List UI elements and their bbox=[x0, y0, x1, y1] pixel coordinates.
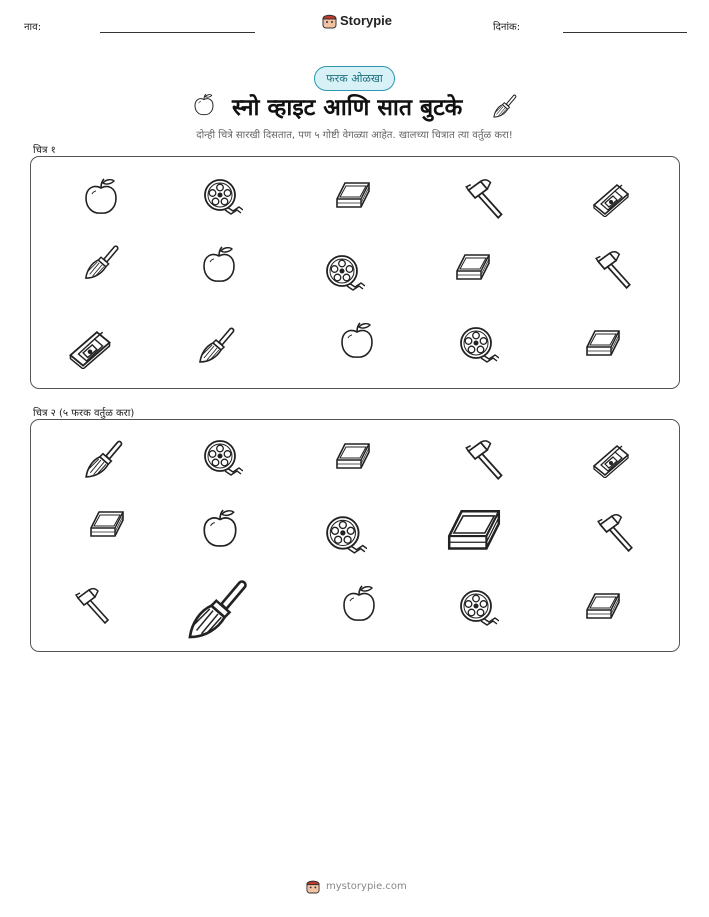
hammer-icon[interactable] bbox=[73, 586, 113, 626]
picture-1-panel bbox=[30, 156, 680, 389]
instructions: दोन्ही चित्रे सारखी दिसतात, पण ५ गोष्टी वेगळ्या आहेत. खालच्या चित्रात त्या वर्तुळ करा! bbox=[196, 130, 513, 141]
picture-2-panel bbox=[30, 419, 680, 652]
footer bbox=[306, 878, 407, 894]
brush-icon[interactable] bbox=[185, 576, 251, 642]
apple-icon[interactable] bbox=[199, 508, 241, 550]
mousetrap-icon[interactable] bbox=[591, 438, 631, 478]
date-label: दिनांक: bbox=[493, 22, 521, 33]
film-reel-icon[interactable] bbox=[325, 514, 367, 556]
film-reel-icon[interactable] bbox=[459, 588, 499, 628]
hammer-icon[interactable] bbox=[595, 512, 637, 554]
apple-icon[interactable] bbox=[339, 584, 379, 624]
apple-icon[interactable] bbox=[337, 321, 377, 361]
activity-badge: फरक ओळखा bbox=[314, 66, 395, 91]
footer-url[interactable]: mystorypie.com bbox=[326, 880, 407, 892]
brush-icon[interactable] bbox=[83, 243, 121, 281]
brand-name: Storypie bbox=[340, 13, 393, 28]
title-row bbox=[0, 90, 709, 124]
film-reel-icon[interactable] bbox=[203, 177, 243, 217]
coffin-icon[interactable] bbox=[443, 502, 505, 564]
date-line[interactable] bbox=[563, 32, 687, 33]
mousetrap-icon[interactable] bbox=[67, 323, 113, 369]
brush-icon bbox=[492, 92, 518, 120]
brand-logo bbox=[322, 12, 392, 29]
mascot-icon bbox=[322, 12, 337, 29]
coffin-icon[interactable] bbox=[333, 438, 373, 478]
page-title: स्नो व्हाइट आणि सात बुटके bbox=[232, 95, 463, 121]
mascot-icon bbox=[306, 878, 320, 894]
apple-icon[interactable] bbox=[199, 245, 239, 285]
hammer-icon[interactable] bbox=[463, 438, 507, 482]
film-reel-icon[interactable] bbox=[459, 325, 499, 365]
hammer-icon[interactable] bbox=[593, 249, 635, 291]
apple-icon bbox=[192, 92, 216, 118]
film-reel-icon[interactable] bbox=[203, 438, 243, 478]
coffin-icon[interactable] bbox=[583, 325, 623, 365]
coffin-icon[interactable] bbox=[453, 249, 493, 289]
hammer-icon[interactable] bbox=[463, 177, 507, 221]
coffin-icon[interactable] bbox=[333, 177, 373, 217]
film-reel-icon[interactable] bbox=[325, 253, 365, 293]
mousetrap-icon[interactable] bbox=[591, 177, 631, 217]
section-1-label: चित्र १ bbox=[33, 145, 56, 156]
coffin-icon[interactable] bbox=[87, 506, 127, 546]
coffin-icon[interactable] bbox=[583, 588, 623, 628]
brush-icon[interactable] bbox=[83, 438, 125, 480]
name-line[interactable] bbox=[100, 32, 255, 33]
name-label: नाव: bbox=[24, 22, 42, 33]
section-2-label: चित्र २ (५ फरक वर्तुळ करा) bbox=[33, 408, 135, 419]
brush-icon[interactable] bbox=[197, 325, 237, 365]
apple-icon[interactable] bbox=[81, 177, 121, 217]
